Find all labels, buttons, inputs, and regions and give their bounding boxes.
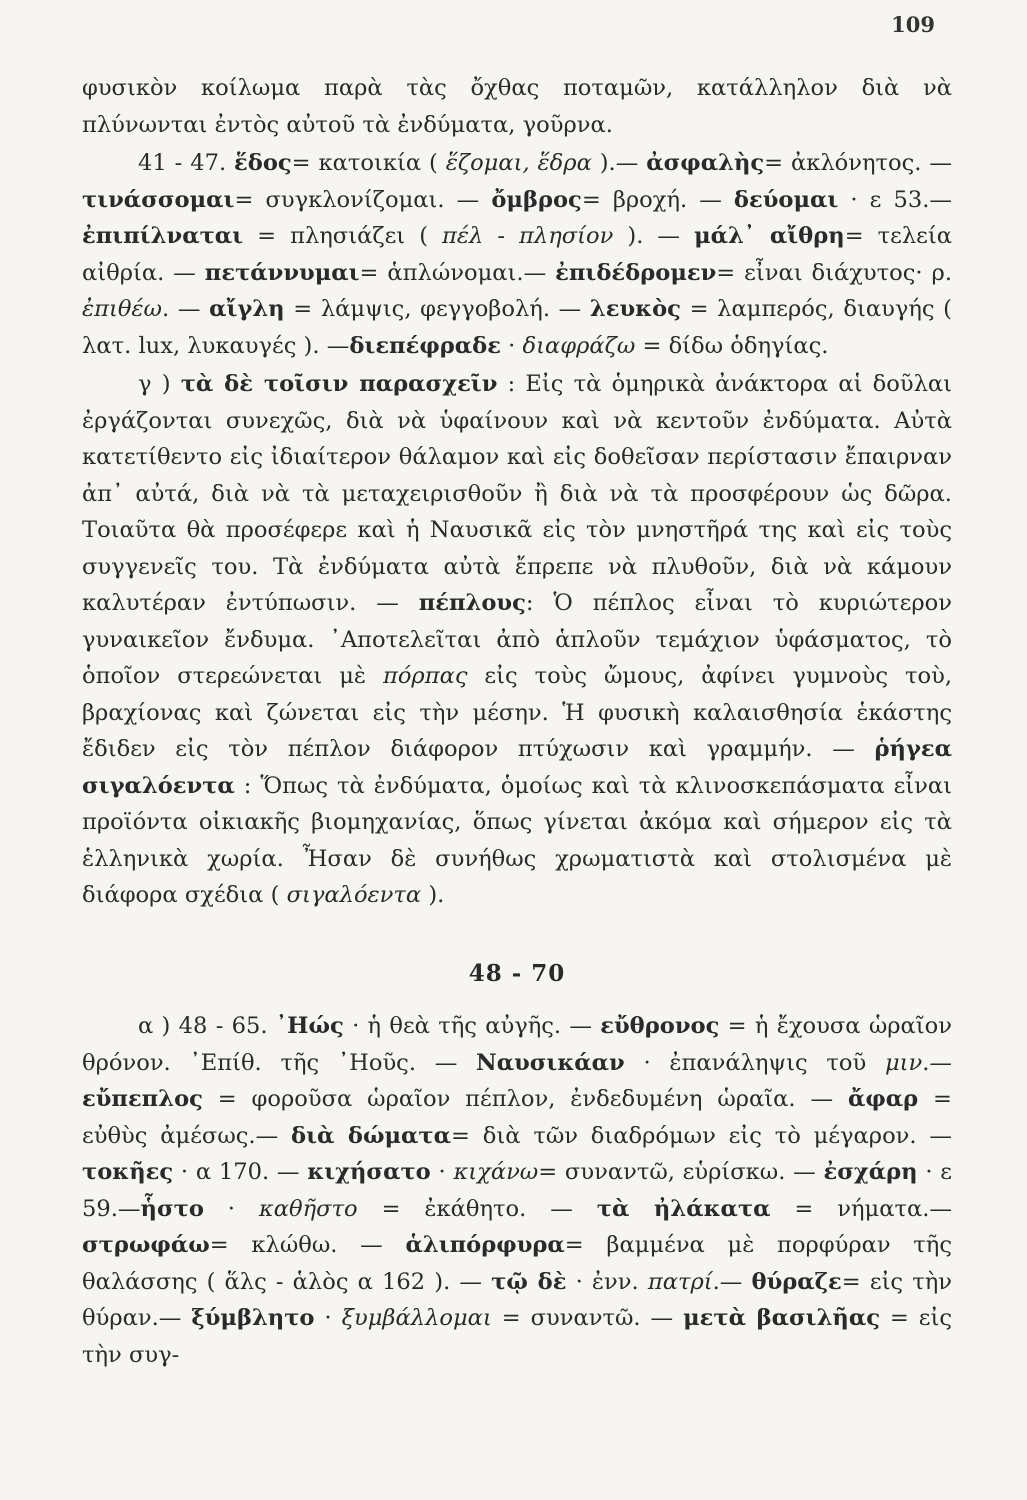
headword: ἧστο	[140, 1195, 204, 1222]
headword: Ναυσικάαν	[476, 1049, 625, 1076]
headword: ξύμβλητο	[191, 1305, 315, 1331]
headword: ὄμβρος	[491, 186, 582, 213]
headword: δεύομαι	[733, 186, 839, 213]
text-run: = τελεία αἰθρία. —	[82, 223, 952, 286]
paragraphs-before	[82, 70, 952, 914]
text-run: ·	[203, 1195, 259, 1222]
headword: εὔπεπλος	[82, 1086, 203, 1112]
headword: μάλ᾿ αἴθρη	[694, 223, 845, 249]
text-run: = συγκλονίζομαι. —	[234, 186, 492, 213]
text-run: : Ὅπως τὰ ἐνδύματα, ὁμοίως καὶ τὰ κλινοσκεπάσματα εἶναι προϊόντα οἰκιακῆς βιομηχανίας, ὅπως γίνεται ἀκόμα καὶ σήμερον εἰς τὰ ἑλληνικὰ χωρία. Ἦσαν δὲ συνήθως χρωματιστὰ καὶ στολισμένα μὲ διάφορα σχέδια (	[82, 772, 952, 908]
italic-term: καθῆστο	[258, 1195, 358, 1222]
paragraph	[82, 366, 952, 914]
headword: ᾿Ηώς	[275, 1013, 344, 1039]
text-run: : Εἰς τὰ ὁμηρικὰ ἀνάκτορα αἱ δοῦλαι ἐργάζονται συνεχῶς, διὰ νὰ ὑφαίνουν καὶ νὰ κεντοῦν ἐνδύματα. Αὐτὰ κατετίθεντο εἰς ἰδιαίτερον θάλαμον καὶ εἰς δοθεῖσαν περίστασιν ἔπαιρναν ἀπ᾿ αὐτά, διὰ νὰ τὰ μεταχειρισθοῦν ἢ διὰ νὰ τὰ προσφέρουν ὡς δῶρα. Τοιαῦτα θὰ προσέφερε καὶ ἡ Ναυσικᾶ εἰς τὸν μνηστῆρά της καὶ εἰς τοὺς συγγενεῖς του. Τὰ ἐνδύματα αὐτὰ ἔπρεπε νὰ πλυθοῦν, διὰ νὰ κάμουν καλυτέραν ἐντύπωσιν. —	[82, 371, 952, 616]
text-run: ·	[500, 332, 523, 359]
text-run: . —	[161, 296, 210, 322]
text-run: .—	[922, 1049, 952, 1076]
italic-term: πατρί	[647, 1268, 713, 1295]
headword: τῷ δὲ	[491, 1268, 567, 1295]
paragraphs-after	[82, 1008, 952, 1373]
headword: στρωφάω	[82, 1232, 210, 1258]
headword: κιχήσατο	[307, 1159, 431, 1185]
italic-term: ἕζομαι, ἕδρα	[445, 150, 592, 176]
headword: μετὰ βασιλῆας	[683, 1305, 880, 1331]
text-body	[82, 70, 952, 1373]
headword: ἀσφαλὴς	[646, 150, 765, 176]
text-run: ·	[314, 1305, 342, 1331]
headword: θύραζε	[751, 1268, 842, 1295]
headword: ἐπιπίλναται	[82, 223, 244, 249]
text-run: = ἁπλώνομαι.—	[359, 259, 556, 286]
headword: ἕδος	[234, 150, 292, 176]
italic-term: διαφράζω	[522, 332, 636, 359]
text-run: ). —	[613, 223, 695, 249]
text-run: = εἰς τὴν θύραν.—	[82, 1268, 952, 1331]
headword: διὰ δώματα	[291, 1122, 452, 1149]
italic-term: ξυμβάλλομαι	[341, 1305, 492, 1331]
text-run: α ) 48 - 65.	[138, 1013, 276, 1039]
italic-term: σιγαλόεντα	[286, 882, 422, 908]
italic-term: κιχάνω	[453, 1159, 539, 1185]
text-run: = συναντῶ. —	[491, 1305, 684, 1331]
headword: τοκῆες	[82, 1159, 174, 1185]
section-heading: 48 - 70	[468, 959, 566, 987]
text-run: · ἐπανάληψις τοῦ	[624, 1049, 885, 1076]
text-run: ·	[430, 1159, 454, 1185]
text-run: = εἰς τὴν συγ-	[82, 1305, 953, 1368]
italic-term: πέλ - πλησίον	[442, 223, 614, 249]
text-run: = εὐθὺς ἀμέσως.—	[82, 1086, 952, 1149]
text-run: · ἐνν.	[566, 1268, 648, 1295]
text-run: = βαμμένα μὲ πορφύραν τῆς θαλάσσης ( ἅλς - ἁλὸς α 162 ). —	[82, 1232, 952, 1295]
headword: διεπέφραδε	[349, 332, 501, 359]
headword: ἁλιπόρφυρα	[405, 1232, 565, 1258]
text-run: = διὰ τῶν διαδρόμων εἰς τὸ μέγαρον. —	[451, 1122, 953, 1149]
page-number: 109	[891, 12, 935, 37]
text-run: · α 170. —	[173, 1159, 308, 1185]
headword: τινάσσομαι	[82, 186, 235, 213]
text-run: = ἐκάθητο. —	[357, 1195, 597, 1222]
italic-term: ἐπιθέω	[82, 296, 162, 322]
text-run: εἰς τοὺς ὤμους, ἀφίνει γυμνοὺς τοὺ, βραχίονας καὶ ζώνεται εἰς τὴν μέσην. Ἡ φυσικὴ καλαισθησία ἑκάστης ἔδιδεν εἰς τὸν πέπλον διάφορον πτύχωσιν καὶ γραμμήν. —	[82, 663, 953, 762]
text-run: = βροχή. —	[581, 186, 734, 213]
headword: αἴγλη	[209, 296, 285, 322]
headword: τὰ ἠλάκατα	[596, 1195, 771, 1222]
text-run: = συναντῶ, εὑρίσκω. —	[538, 1159, 824, 1185]
headword: πετάννυμαι	[204, 259, 360, 286]
text-run: φυσικὸν κοίλωμα παρὰ τὰς ὄχθας ποταμῶν, κατάλληλον διὰ νὰ πλύνωνται ἐντὸς αὐτοῦ τὰ ἐνδύματα, γοῦρνα.	[82, 75, 952, 138]
text-run: = πλησιάζει (	[243, 223, 443, 249]
italic-term: πόρπας	[382, 663, 468, 689]
text-run: .—	[712, 1268, 752, 1295]
text-run: · ἡ θεὰ τῆς αὐγῆς. —	[343, 1013, 601, 1039]
text-run: = λάμψις, φεγγοβολή. —	[284, 296, 590, 322]
headword: ἐπιδέδρομεν	[555, 259, 717, 286]
text-run: = λαμπερός, διαυγής ( λατ. lux, λυκαυγές ). —	[82, 296, 952, 359]
paragraph	[82, 70, 952, 143]
text-run: ).	[421, 882, 445, 908]
paragraph	[82, 145, 952, 364]
headword: ἐσχάρη	[823, 1159, 918, 1185]
text-run: : Ὁ πέπλος εἶναι τὸ κυριώτερον γυναικεῖον ἔνδυμα. ᾿Αποτελεῖται ἀπὸ ἁπλοῦν τεμάχιον ὑφάσματος, τὸ ὁποῖον στερεώνεται μὲ	[82, 590, 952, 689]
text-run: · ε 53.—	[838, 186, 952, 213]
text-run: = ἡ ἔχουσα ὡραῖον θρόνον. ᾿Επίθ. τῆς ᾿Ηοῦς. —	[82, 1013, 952, 1076]
headword: εὔθρονος	[600, 1013, 720, 1039]
text-run: = φοροῦσα ὡραῖον πέπλον, ἐνδεδυμένη ὡραῖα. —	[202, 1086, 848, 1112]
text-run: = κλώθω. —	[209, 1232, 406, 1258]
paragraph	[82, 1008, 952, 1373]
headword: ῥήγεα σιγαλόεντα	[82, 736, 952, 799]
text-run: = δίδω ὁδηγίας.	[635, 332, 829, 359]
headword: ἄφαρ	[847, 1086, 919, 1112]
text-run: = εἶναι διάχυτος· ρ.	[716, 259, 952, 286]
italic-term: μιν	[884, 1049, 923, 1076]
text-run: = κατοικία (	[291, 150, 446, 176]
text-run: = νήματα.—	[770, 1195, 952, 1222]
text-run: γ )	[138, 371, 181, 397]
headword: τὰ δὲ τοῖσιν παρασχεῖν	[180, 371, 498, 397]
headword: πέπλους	[418, 590, 526, 616]
text-run: 41 - 47.	[138, 150, 235, 176]
text-run: = ἀκλόνητος. —	[764, 150, 952, 176]
text-run: · ε 59.—	[82, 1159, 953, 1222]
text-run: ).—	[591, 150, 647, 176]
headword: λευκὸς	[589, 296, 681, 322]
